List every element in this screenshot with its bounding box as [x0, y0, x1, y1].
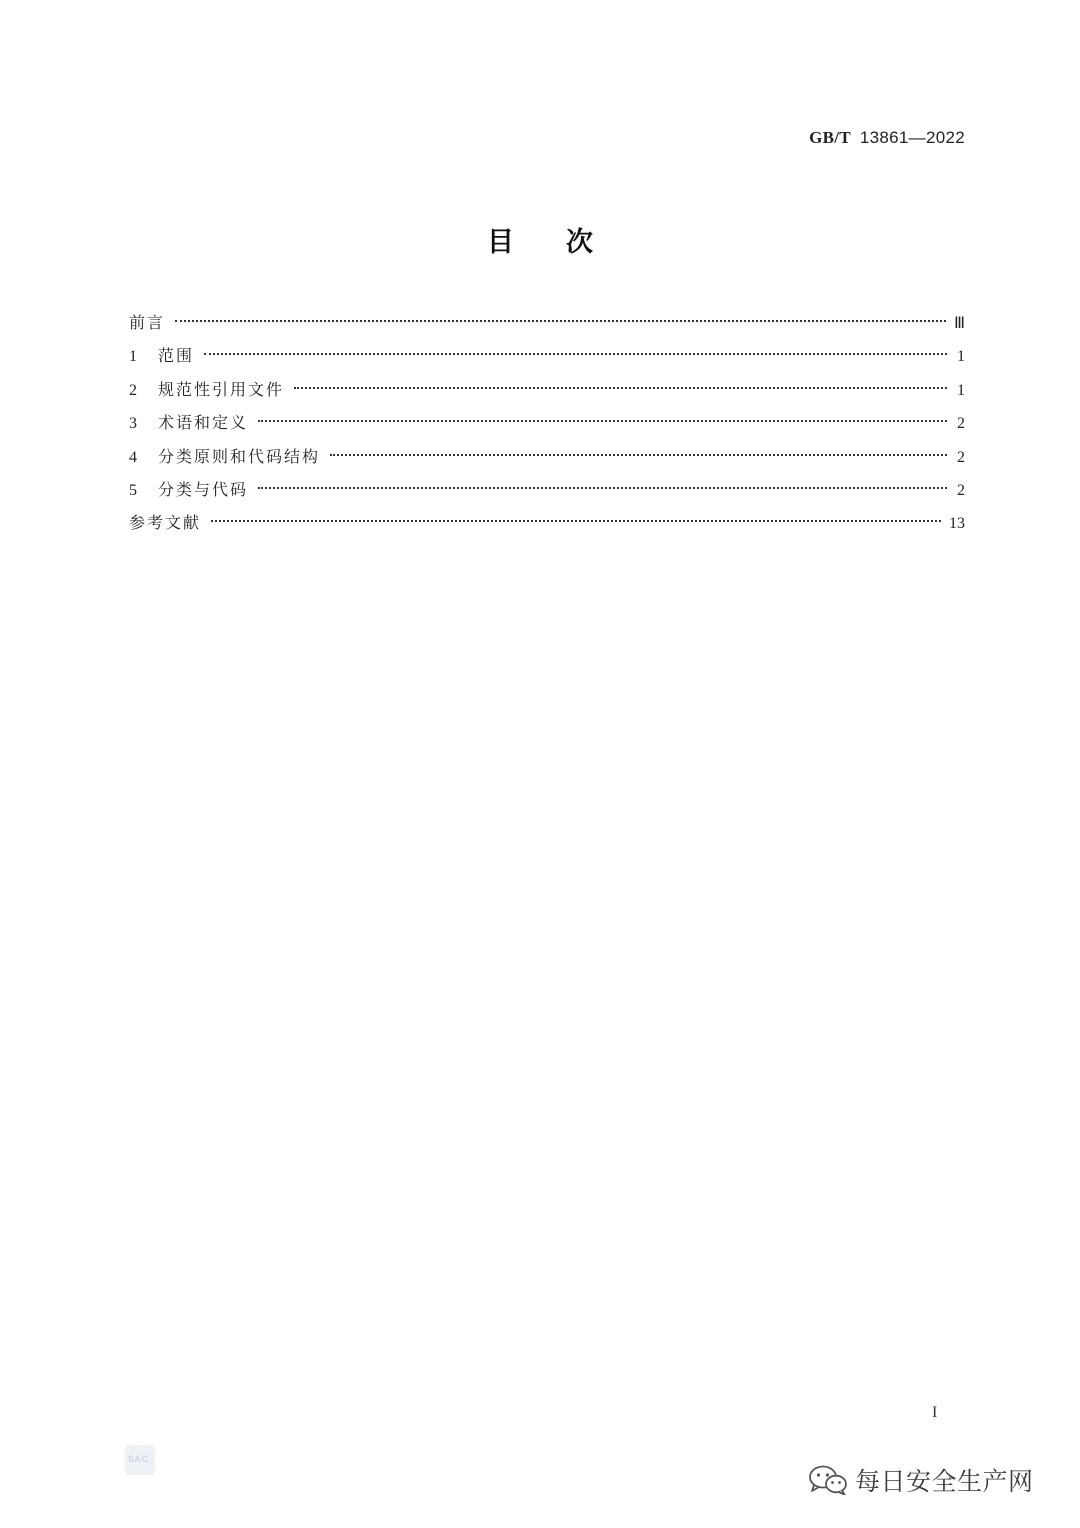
sac-logo-text: SAC — [128, 1454, 149, 1464]
toc-entry-number: 2 — [129, 381, 137, 399]
toc-entry-label: 术语和定义 — [158, 413, 249, 433]
toc-entry-foreword[interactable] — [129, 309, 965, 342]
standard-prefix: GB/T — [809, 128, 851, 147]
toc-leader-dots — [258, 420, 947, 422]
toc-entry-terms-definitions[interactable] — [129, 409, 965, 442]
toc-leader-dots — [211, 520, 941, 522]
watermark-text: 每日安全生产网 — [855, 1467, 1034, 1496]
toc-entry-page: Ⅲ — [953, 315, 965, 332]
toc-entry-normative-references[interactable] — [129, 376, 965, 409]
toc-entry-page: 2 — [957, 481, 965, 499]
toc-entry-label: 范围 — [158, 346, 195, 366]
toc-entry-label: 参考文献 — [129, 513, 202, 533]
toc-entry-scope[interactable] — [129, 342, 965, 375]
toc-entry-page: 2 — [957, 448, 965, 466]
toc-entry-label: 规范性引用文件 — [158, 379, 285, 399]
toc-entry-number: 4 — [129, 448, 137, 466]
toc-entry-number: 3 — [129, 415, 137, 433]
toc-entry-bibliography[interactable] — [129, 509, 965, 542]
toc-entry-page: 13 — [949, 515, 965, 533]
toc-leader-dots — [175, 320, 946, 322]
toc-leader-dots — [330, 454, 947, 456]
toc-title: 目次 — [487, 227, 645, 258]
sac-logo — [125, 1445, 155, 1475]
toc-entry-number: 1 — [129, 348, 137, 366]
toc-list — [129, 309, 965, 543]
toc-entry-page: 2 — [957, 415, 965, 433]
watermark — [808, 1462, 1034, 1498]
toc-entry-label: 分类与代码 — [158, 479, 249, 499]
toc-entry-label: 前言 — [129, 313, 166, 332]
wechat-icon — [808, 1465, 848, 1495]
toc-entry-label: 分类原则和代码结构 — [158, 446, 321, 466]
page-number: I — [932, 1404, 938, 1421]
toc-entry-classification-principles[interactable] — [129, 443, 965, 476]
toc-leader-dots — [258, 487, 947, 489]
toc-leader-dots — [294, 387, 947, 389]
toc-entry-page: 1 — [957, 381, 965, 399]
toc-entry-number: 5 — [129, 481, 137, 499]
toc-leader-dots — [204, 353, 947, 355]
standard-number: 13861—2022 — [859, 128, 965, 147]
toc-entry-page: 1 — [957, 348, 965, 366]
standard-code — [809, 128, 965, 148]
toc-entry-classification-codes[interactable] — [129, 476, 965, 509]
